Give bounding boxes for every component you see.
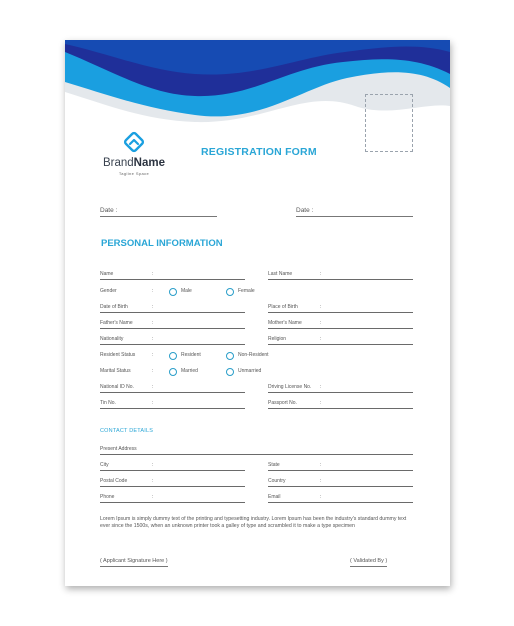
- date-field-right[interactable]: Date :: [296, 206, 413, 217]
- personal-information-heading: PERSONAL INFORMATION: [101, 238, 223, 249]
- fathers-name-field[interactable]: Father's Name :: [100, 319, 245, 329]
- email-field[interactable]: Email :: [268, 493, 413, 503]
- mothers-name-field[interactable]: Mother's Name :: [268, 319, 413, 329]
- present-address-field[interactable]: Present Address: [100, 445, 413, 455]
- registration-form-sheet: [65, 40, 450, 586]
- resident-status-row: Resident Status : Resident Non-Resident: [100, 352, 269, 358]
- brand-logo: [99, 130, 169, 176]
- photo-placeholder-box: [365, 94, 413, 152]
- form-title: REGISTRATION FORM: [201, 146, 317, 158]
- country-field[interactable]: Country :: [268, 477, 413, 487]
- gender-row: Gender : Male Female: [100, 288, 255, 294]
- city-field[interactable]: City :: [100, 461, 245, 471]
- date-of-birth-field[interactable]: Date of Birth :: [100, 303, 245, 313]
- brand-tagline: Tagline Space: [118, 171, 150, 176]
- nationality-field[interactable]: Nationality :: [100, 335, 245, 345]
- name-field[interactable]: Name :: [100, 270, 245, 280]
- brand-name: BrandName: [102, 157, 165, 169]
- lorem-paragraph: Lorem Ipsum is simply dummy text of the printing and typesetting industry. Lorem Ipsum has been the industry's standard dummy text ever since the 1500s, when an unknown printer took a galley of type and scrambled it to make a type specimen: [100, 516, 407, 529]
- state-field[interactable]: State :: [268, 461, 413, 471]
- religion-field[interactable]: Religion :: [268, 335, 413, 345]
- national-id-field[interactable]: National ID No. :: [100, 383, 245, 393]
- last-name-field[interactable]: Last Name :: [268, 270, 413, 280]
- contact-details-heading: CONTACT DETAILS: [100, 428, 154, 434]
- applicant-signature-line[interactable]: ( Applicant Signature Here ): [100, 557, 168, 567]
- marital-status-row: Marital Status : Married Unmarried: [100, 368, 262, 374]
- place-of-birth-field[interactable]: Place of Birth :: [268, 303, 413, 313]
- phone-field[interactable]: Phone :: [100, 493, 245, 503]
- diamond-house-icon: [122, 130, 146, 154]
- driving-license-field[interactable]: Driving License No. :: [268, 383, 413, 393]
- passport-field[interactable]: Passport No. :: [268, 399, 413, 409]
- validated-by-line[interactable]: ( Validated By ): [350, 557, 387, 567]
- date-field-left[interactable]: Date :: [100, 206, 217, 217]
- postal-code-field[interactable]: Postal Code :: [100, 477, 245, 487]
- tin-field[interactable]: Tin No. :: [100, 399, 245, 409]
